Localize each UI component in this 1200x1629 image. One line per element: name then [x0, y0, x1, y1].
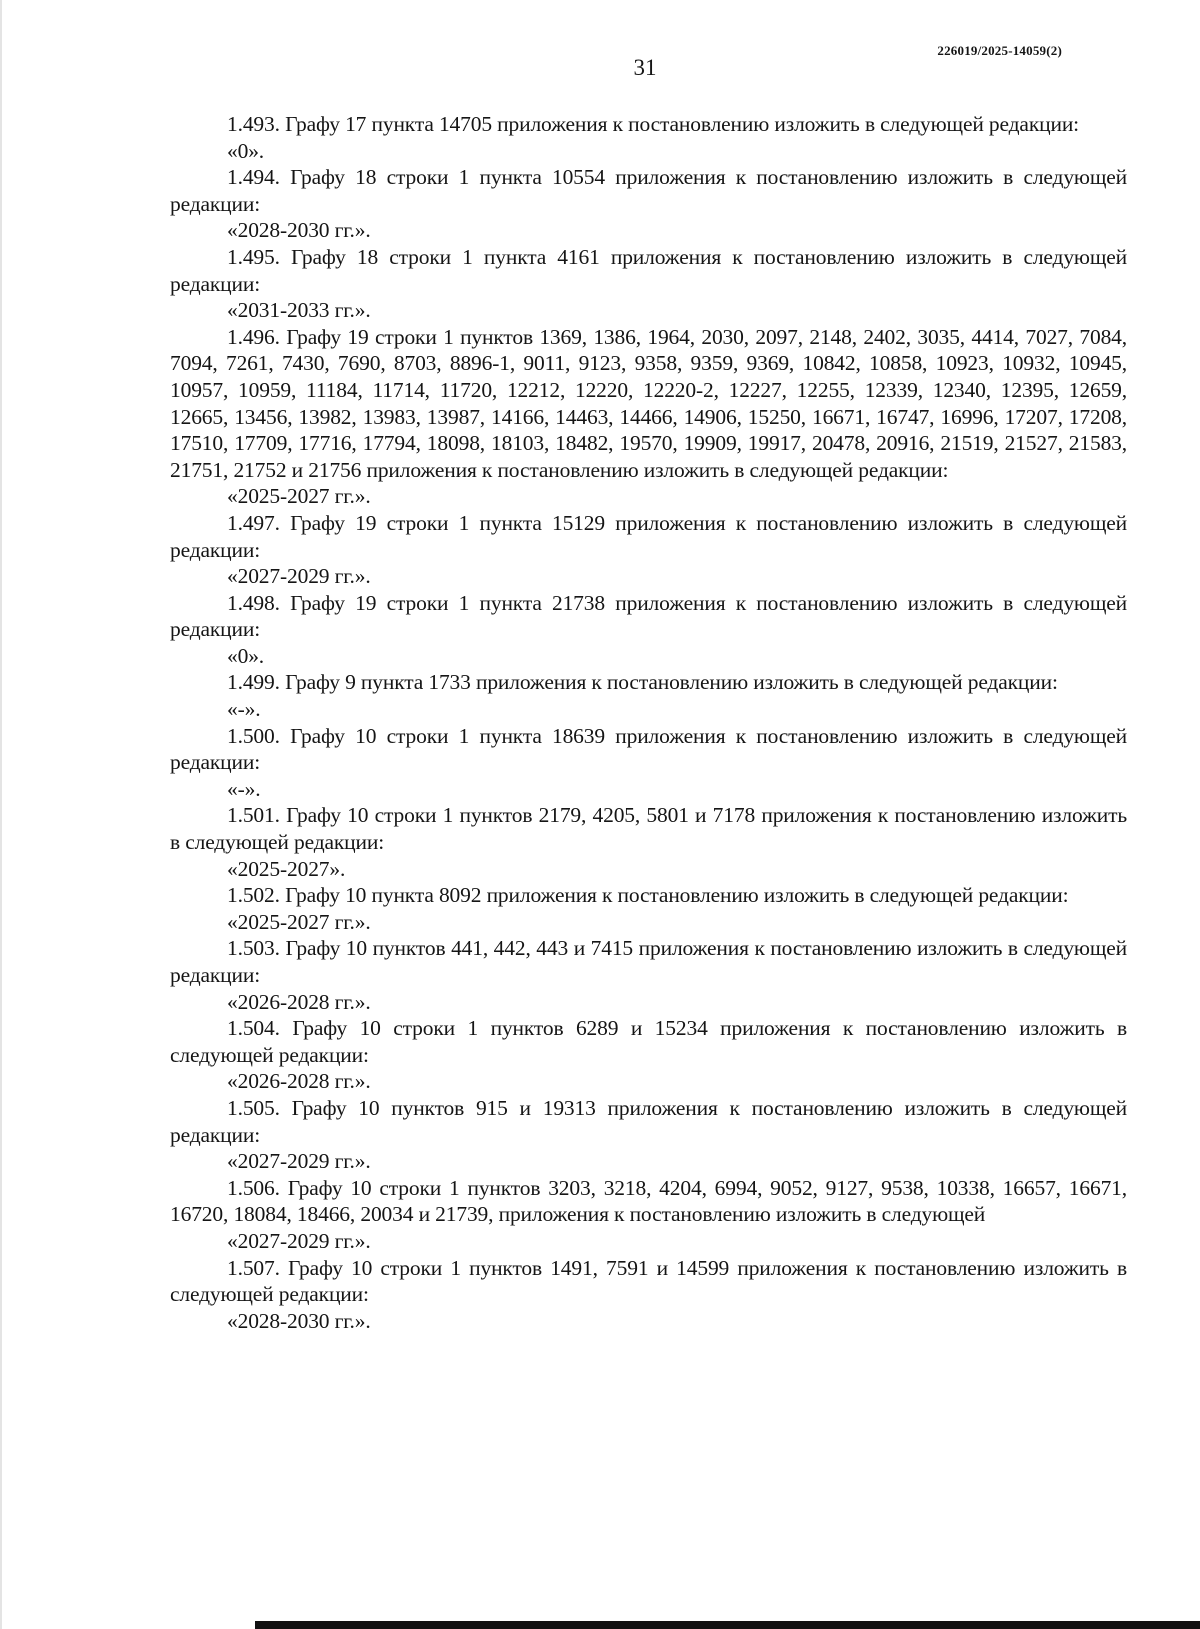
- item-1-498: 1.498. Графу 19 строки 1 пункта 21738 приложения к постановлению изложить в следующей редакции:: [170, 590, 1127, 642]
- item-1-493: 1.493. Графу 17 пункта 14705 приложения к постановлению изложить в следующей редакции:: [227, 112, 1080, 136]
- item-1-501-value: «2025-2027».: [227, 856, 346, 881]
- item-1-504-value: «2026-2028 гг.».: [227, 1069, 371, 1094]
- item-1-496-value: «2025-2027 гг.».: [227, 484, 371, 509]
- item-1-496: 1.496. Графу 19 строки 1 пунктов 1369, 1386, 1964, 2030, 2097, 2148, 2402, 3035, 4414, 7027, 7084, 7094, 7261, 7430, 7690, 8703, 8896-1, 9011, 9123, 9358, 9359, 9369, 10842, 10858, 10923, 10932, 10945, 10957, 10959, 11184, 11714, 11720, 12212, 12220, 12220-2, 12227, 12255, 12339, 12340, 12395, 12659, 12665, 13456, 13982, 13983, 13987, 14166, 14463, 14466, 14906, 15250, 16671, 16747, 16996, 17207, 17208, 17510, 17709, 17716, 17794, 18098, 18103, 18482, 19570, 19909, 19917, 20478, 20916, 21519, 21527, 21583, 21751, 21752 и 21756 приложения к постановлению изложить в следующей редакции:: [170, 324, 1127, 482]
- item-1-502-value: «2025-2027 гг.».: [227, 909, 371, 934]
- item-1-500-value: «-».: [227, 776, 261, 801]
- document-id: 226019/2025-14059(2): [937, 43, 1062, 58]
- item-1-506-value: «2027-2029 гг.».: [227, 1228, 371, 1253]
- item-1-505-value: «2027-2029 гг.».: [227, 1149, 371, 1174]
- item-1-499: 1.499. Графу 9 пункта 1733 приложения к постановлению изложить в следующей редакции:: [227, 670, 1058, 695]
- item-1-497: 1.497. Графу 19 строки 1 пункта 15129 приложения к постановлению изложить в следующей редакции:: [170, 510, 1127, 562]
- item-1-495: 1.495. Графу 18 строки 1 пункта 4161 приложения к постановлению изложить в следующей редакции:: [170, 244, 1127, 296]
- item-1-495-value: «2031-2033 гг.».: [227, 298, 371, 323]
- item-1-499-value: «-».: [227, 697, 261, 722]
- document-body: [170, 111, 1127, 1334]
- item-1-504: 1.504. Графу 10 строки 1 пунктов 6289 и 15234 приложения к постановлению изложить в следующей редакции:: [170, 1016, 1127, 1067]
- item-1-503: 1.503. Графу 10 пунктов 441, 442, 443 и 7415 приложения к постановлению изложить в следующей редакции:: [170, 936, 1127, 987]
- item-1-502: 1.502. Графу 10 пункта 8092 приложения к постановлению изложить в следующей редакции:: [227, 883, 1069, 908]
- item-1-497-value: «2027-2029 гг.».: [227, 564, 371, 589]
- item-1-500: 1.500. Графу 10 строки 1 пункта 18639 приложения к постановлению изложить в следующей редакции:: [170, 723, 1127, 775]
- item-1-503-value: «2026-2028 гг.».: [227, 989, 371, 1014]
- page-number: 31: [633, 55, 657, 80]
- item-1-494-value: «2028-2030 гг.».: [227, 218, 371, 243]
- item-1-507-value: «2028-2030 гг.».: [227, 1308, 371, 1333]
- item-1-501: 1.501. Графу 10 строки 1 пунктов 2179, 4205, 5801 и 7178 приложения к постановлению изложить в следующей редакции:: [170, 803, 1127, 855]
- item-1-506: 1.506. Графу 10 строки 1 пунктов 3203, 3218, 4204, 6994, 9052, 9127, 9538, 10338, 16657, 16671, 16720, 18084, 18466, 20034 и 21739, приложения к постановлению изложить в следующей: [170, 1175, 1127, 1227]
- item-1-494: 1.494. Графу 18 строки 1 пункта 10554 приложения к постановлению изложить в следующей редакции:: [170, 165, 1127, 216]
- item-1-505: 1.505. Графу 10 пунктов 915 и 19313 приложения к постановлению изложить в следующей редакции:: [170, 1095, 1127, 1147]
- scan-edge: [0, 0, 2, 1629]
- item-1-493-value: «0».: [227, 138, 265, 163]
- item-1-498-value: «0».: [227, 643, 265, 668]
- item-1-507: 1.507. Графу 10 строки 1 пунктов 1491, 7591 и 14599 приложения к постановлению изложить в следующей редакции:: [170, 1255, 1127, 1307]
- scan-bottom-bar: [255, 1621, 1200, 1629]
